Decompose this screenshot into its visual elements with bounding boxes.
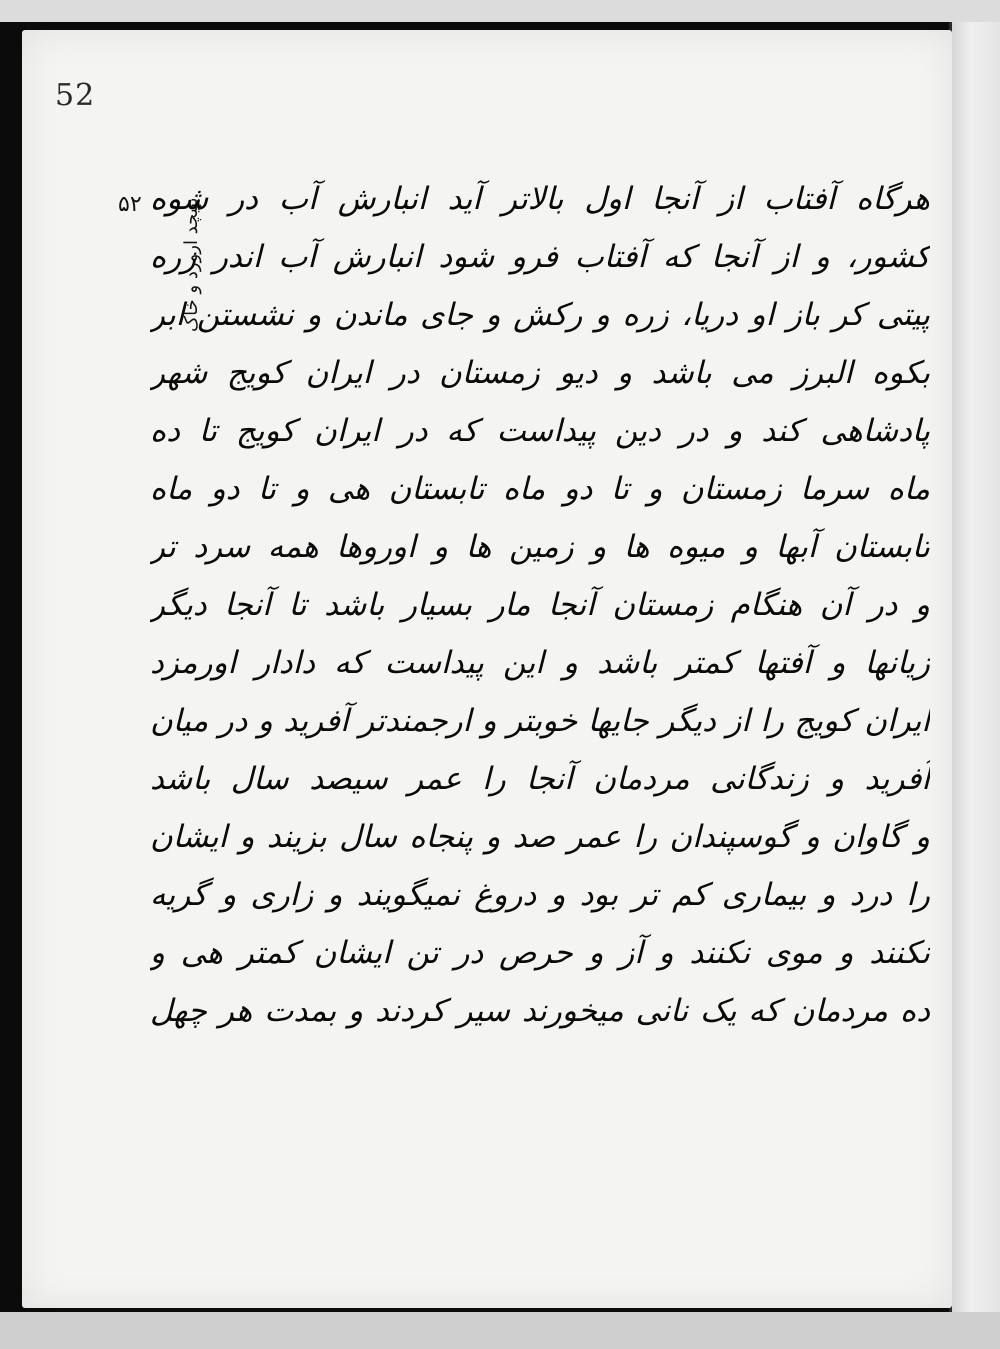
text-line: پیتی کر باز او دریا، زره و رکش و جای ماندن و نشستن ابر bbox=[150, 297, 930, 333]
text-line: را درد و بیماری کم تر بود و دروغ نمیگویند و زاری و گریه bbox=[150, 877, 930, 913]
text-line: تابستان آبها و میوه ها و زمین ها و اوروها همه سرد تر bbox=[150, 529, 930, 565]
scan-top-border bbox=[0, 0, 1000, 22]
text-line: و گاوان و گوسپندان را عمر صد و پنجاه سال بزیند و ایشان bbox=[150, 819, 930, 855]
text-line: ده مردمان که یک نانی میخورند سیر کردند و بمدت هر چهل bbox=[150, 993, 930, 1029]
text-line: آفرید و زندگانی مردمان آنجا را عمر سیصد سال باشد bbox=[150, 761, 930, 797]
text-line: کشور، و از آنجا که آفتاب فرو شود انبارش آب اندر زره bbox=[150, 239, 930, 275]
scan-bottom-border bbox=[0, 1312, 1000, 1349]
text-line: نکنند و موی نکنند و آز و حرص در تن ایشان کمتر هی و bbox=[150, 935, 930, 971]
margin-note: بپیچد ارورد و خاک bbox=[181, 197, 202, 333]
page-number: 52 bbox=[55, 78, 96, 113]
text-line: ماه سرما زمستان و تا دو ماه تابستان هی و تا دو ماه bbox=[150, 471, 930, 507]
text-line: پادشاهی کند و در دین پیداست که در ایران کویج تا ده bbox=[150, 413, 930, 449]
text-line: هرگاه آفتاب از آنجا اول بالاتر آید انبارش آب در شوه bbox=[150, 181, 930, 217]
manuscript-text bbox=[150, 170, 930, 1040]
text-line: بکوه البرز می باشد و دیو زمستان در ایران کویج شهر bbox=[150, 355, 930, 391]
text-line: و در آن هنگام زمستان آنجا مار بسیار باشد تا آنجا دیگر bbox=[150, 587, 930, 623]
adjacent-page-edge bbox=[949, 22, 1000, 1312]
folio-mark: ۵۲ bbox=[118, 192, 142, 217]
text-line: زیانها و آفتها کمتر باشد و این پیداست که دادار اورمزد bbox=[150, 645, 930, 681]
text-line: ایران کویج را از دیگر جایها خوبتر و ارجمندتر آفرید و در میان bbox=[150, 703, 930, 739]
